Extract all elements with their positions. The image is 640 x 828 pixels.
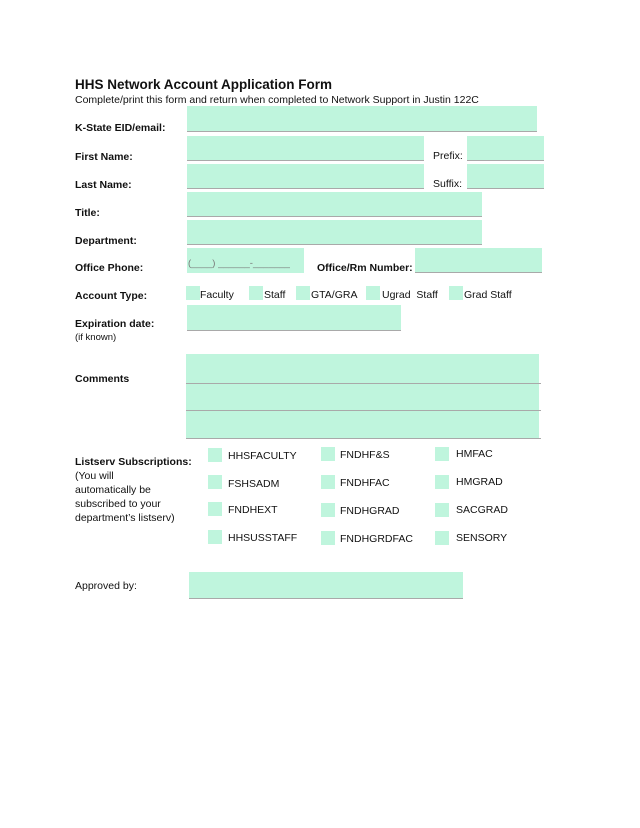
account-type-faculty: Faculty (200, 289, 234, 301)
department-field[interactable] (187, 220, 482, 245)
listserv-note-2: automatically be (75, 484, 151, 496)
account-type-checkbox-grad[interactable] (449, 286, 463, 300)
office-phone-label: Office Phone: (75, 262, 144, 274)
eid-label: K-State EID/email: (75, 122, 166, 134)
expiration-field[interactable] (187, 305, 401, 331)
listserv-checkbox-hhsfaculty[interactable] (208, 448, 222, 462)
account-type-checkbox-faculty[interactable] (186, 286, 200, 300)
listserv-label: Listserv Subscriptions: (75, 456, 192, 468)
account-type-grad: Grad Staff (464, 289, 512, 301)
first-name-field[interactable] (187, 136, 424, 161)
listserv-checkbox-sensory[interactable] (435, 531, 449, 545)
approved-label: Approved by: (75, 580, 137, 592)
comments-line-1 (186, 383, 541, 384)
listserv-checkbox-fndhfac[interactable] (321, 475, 335, 489)
last-name-label: Last Name: (75, 179, 132, 191)
listserv-sacgrad: SACGRAD (456, 504, 508, 516)
prefix-field[interactable] (467, 136, 544, 161)
office-room-field[interactable] (415, 248, 542, 273)
suffix-label: Suffix: (433, 178, 462, 190)
eid-field[interactable] (187, 106, 537, 132)
department-label: Department: (75, 235, 137, 247)
listserv-checkbox-fndhgrdfac[interactable] (321, 531, 335, 545)
expiration-note: (if known) (75, 332, 117, 343)
listserv-hhsfaculty: HHSFACULTY (228, 450, 297, 462)
office-phone-field[interactable] (187, 248, 304, 273)
last-name-field[interactable] (187, 164, 424, 189)
listserv-checkbox-fndhfs[interactable] (321, 447, 335, 461)
form-instructions: Complete/print this form and return when completed to Network Support in Justin 122C (75, 94, 479, 106)
listserv-fndhext: FNDHEXT (228, 504, 278, 516)
account-type-checkbox-gta[interactable] (296, 286, 310, 300)
listserv-checkbox-fndhgrad[interactable] (321, 503, 335, 517)
listserv-hmgrad: HMGRAD (456, 476, 503, 488)
listserv-hhsusstaff: HHSUSSTAFF (228, 532, 298, 544)
title-field[interactable] (187, 192, 482, 217)
listserv-fndhfs: FNDHF&S (340, 449, 390, 461)
listserv-note-1: (You will (75, 470, 114, 482)
listserv-note-4: department’s listserv) (75, 512, 175, 524)
listserv-fndhgrad: FNDHGRAD (340, 505, 400, 517)
listserv-checkbox-sacgrad[interactable] (435, 503, 449, 517)
account-type-checkbox-ugrad[interactable] (366, 286, 380, 300)
listserv-fshsadm: FSHSADM (228, 478, 280, 490)
form-title: HHS Network Account Application Form (75, 77, 333, 92)
approved-field[interactable] (189, 572, 463, 599)
account-type-gta: GTA/GRA (311, 289, 358, 301)
listserv-sensory: SENSORY (456, 532, 508, 544)
office-room-label: Office/Rm Number: (317, 262, 413, 274)
comments-line-2 (186, 410, 541, 411)
listserv-checkbox-fshsadm[interactable] (208, 475, 222, 489)
comments-label: Comments (75, 373, 130, 385)
account-type-ugrad: Ugrad Staff (382, 289, 438, 301)
expiration-label: Expiration date: (75, 318, 155, 330)
listserv-fndhgrdfac: FNDHGRDFAC (340, 533, 413, 545)
comments-field[interactable] (186, 354, 539, 438)
listserv-checkbox-hmfac[interactable] (435, 447, 449, 461)
account-type-label: Account Type: (75, 290, 148, 302)
title-label: Title: (75, 207, 100, 219)
account-type-staff: Staff (264, 289, 286, 301)
listserv-fndhfac: FNDHFAC (340, 477, 390, 489)
listserv-checkbox-hmgrad[interactable] (435, 475, 449, 489)
listserv-hmfac: HMFAC (456, 448, 493, 460)
first-name-label: First Name: (75, 151, 133, 163)
listserv-checkbox-fndhext[interactable] (208, 502, 222, 516)
prefix-label: Prefix: (433, 150, 463, 162)
comments-line-3 (186, 438, 541, 439)
phone-format-text: (____) ______-_______ (188, 258, 290, 269)
account-type-checkbox-staff[interactable] (249, 286, 263, 300)
listserv-note-3: subscribed to your (75, 498, 161, 510)
suffix-field[interactable] (467, 164, 544, 189)
listserv-checkbox-hhsusstaff[interactable] (208, 530, 222, 544)
